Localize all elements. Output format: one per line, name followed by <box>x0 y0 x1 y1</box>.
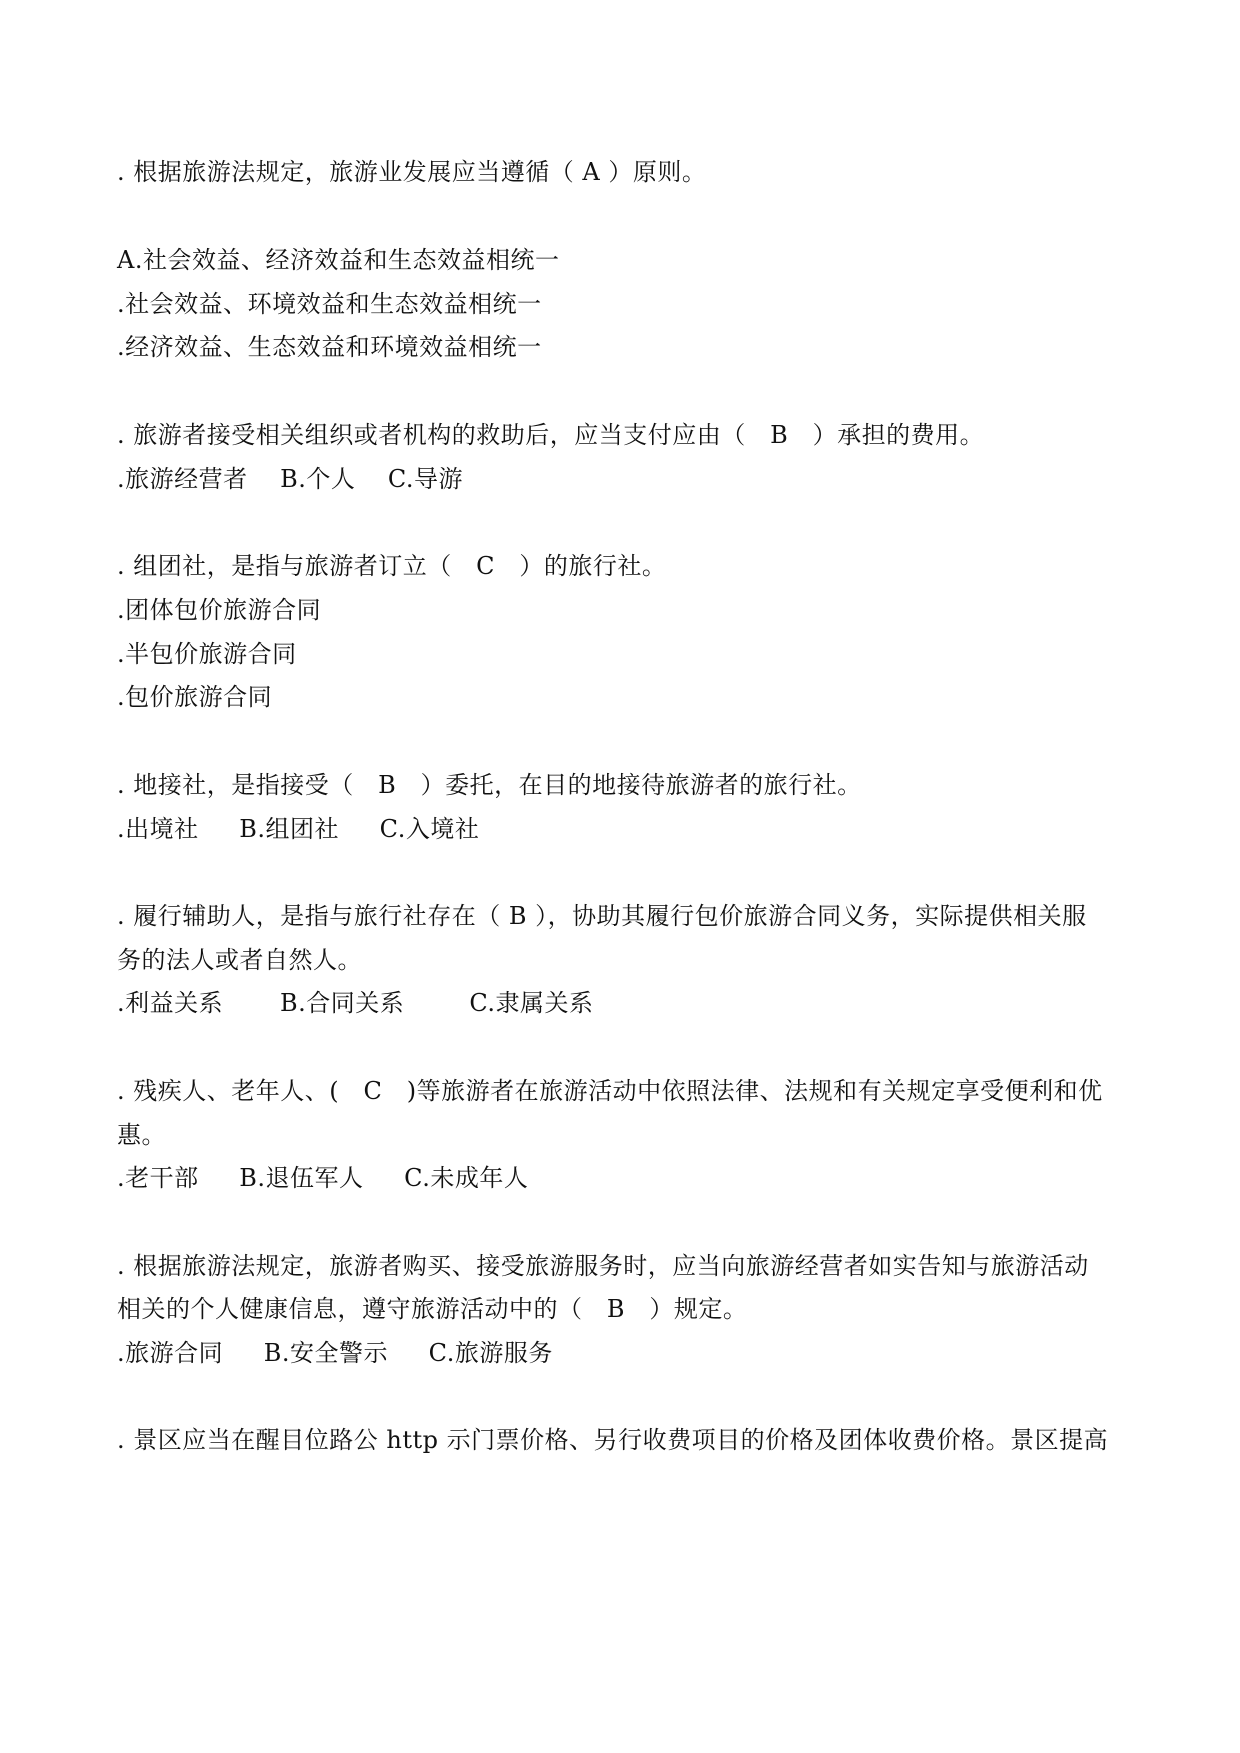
question-4-text: . 地接社，是指接受（ B ）委托，在目的地接待旅游者的旅行社。 <box>117 771 862 799</box>
question-1-option-a: A.社会效益、经济效益和生态效益相统一 <box>117 246 560 274</box>
question-4-options: .出境社 B.组团社 C.入境社 <box>117 815 480 843</box>
question-7-options: .旅游合同 B.安全警示 C.旅游服务 <box>117 1339 553 1367</box>
question-6-options: .老干部 B.退伍军人 C.未成年人 <box>117 1164 529 1192</box>
question-2-options: .旅游经营者 B.个人 C.导游 <box>117 465 464 493</box>
question-3-option-b: .半包价旅游合同 <box>117 640 297 668</box>
question-1-option-c: .经济效益、生态效益和环境效益相统一 <box>117 333 542 361</box>
question-2-text: . 旅游者接受相关组织或者机构的救助后，应当支付应由（ B ）承担的费用。 <box>117 421 985 449</box>
question-1-option-b: .社会效益、环境效益和生态效益相统一 <box>117 290 542 318</box>
question-3-option-c: .包价旅游合同 <box>117 683 273 711</box>
question-5-text-line-2: 务的法人或者自然人。 <box>117 946 362 974</box>
question-6-text-line-1: . 残疾人、老年人、( C )等旅游者在旅游活动中依照法律、法规和有关规定享受便利和优 <box>117 1077 1103 1105</box>
question-8-text-line-1: . 景区应当在醒目位路公 http 示门票价格、另行收费项目的价格及团体收费价格。景区提高 <box>117 1426 1109 1454</box>
question-7-text-line-2: 相关的个人健康信息，遵守旅游活动中的（ B ）规定。 <box>117 1295 748 1323</box>
question-7-text-line-1: . 根据旅游法规定，旅游者购买、接受旅游服务时，应当向旅游经营者如实告知与旅游活动 <box>117 1252 1089 1280</box>
question-5-options: .利益关系 B.合同关系 C.隶属关系 <box>117 989 594 1017</box>
question-3-text: . 组团社，是指与旅游者订立（ C ）的旅行社。 <box>117 552 667 580</box>
question-3-option-a: .团体包价旅游合同 <box>117 596 322 624</box>
question-1-text: . 根据旅游法规定，旅游业发展应当遵循（ A ）原则。 <box>117 158 707 186</box>
question-5-text-line-1: . 履行辅助人，是指与旅行社存在（ B ），协助其履行包价旅游合同义务，实际提供相关服 <box>117 902 1087 930</box>
question-6-text-line-2: 惠。 <box>117 1121 166 1149</box>
